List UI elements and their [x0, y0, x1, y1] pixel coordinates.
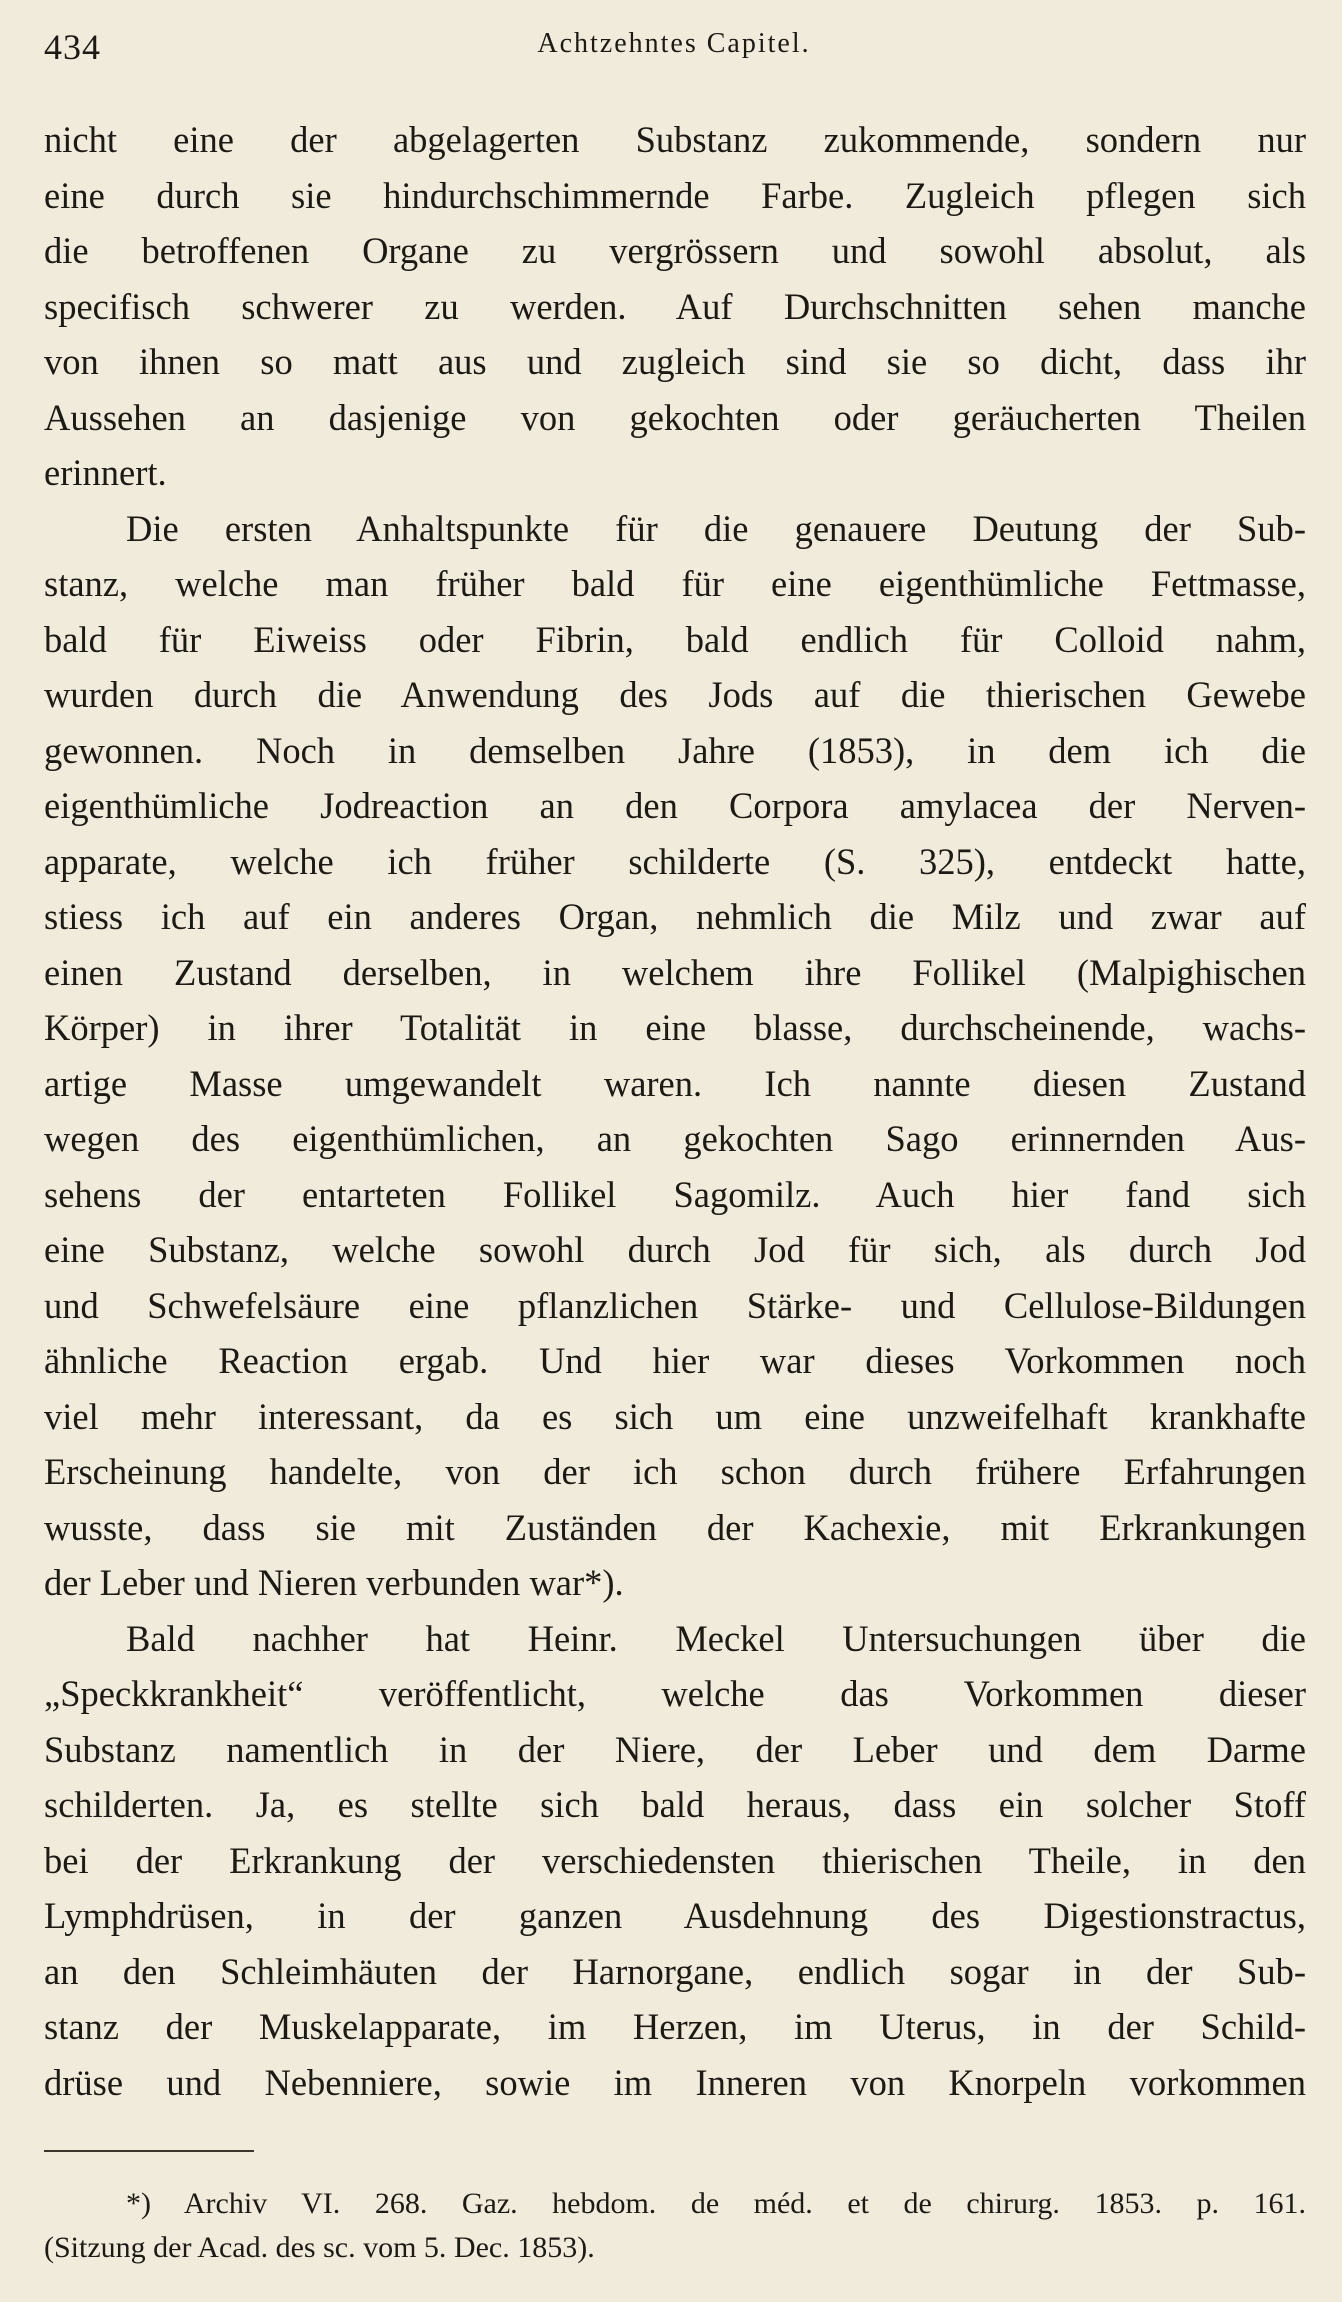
text-line: einen Zustand derselben, in welchem ihre Follikel (Malpighischen: [44, 951, 1306, 993]
text-line: eine durch sie hindurchschimmernde Farbe. Zugleich pflegen sich: [44, 174, 1306, 216]
text-line: schilderten. Ja, es stellte sich bald heraus, dass ein solcher Stoff: [44, 1784, 1306, 1825]
text-line: nicht eine der abgelagerten Substanz zukommende, sondern nur: [44, 119, 1306, 160]
text-line: stanz, welche man früher bald für eine eigenthümliche Fettmasse,: [44, 563, 1306, 604]
text-line: stanz der Muskelapparate, im Herzen, im Uterus, in der Schild-: [44, 2006, 1306, 2047]
text-line: apparate, welche ich früher schilderte (S. 325), entdeckt hatte,: [44, 840, 1306, 882]
text-line: Erscheinung handelte, von der ich schon durch frühere Erfahrungen: [44, 1451, 1306, 1492]
text-line: Aussehen an dasjenige von gekochten oder geräucherten Theilen: [44, 396, 1306, 438]
text-line: drüse und Nebenniere, sowie im Inneren von Knorpeln vorkommen: [44, 2061, 1306, 2103]
text-line: wusste, dass sie mit Zuständen der Kachexie, mit Erkrankungen: [44, 1506, 1306, 1548]
text-line: von ihnen so matt aus und zugleich sind sie so dicht, dass ihr: [44, 341, 1306, 382]
paragraph-start-line: Die ersten Anhaltspunkte für die genauere Deutung der Sub-: [126, 507, 1306, 549]
text-line: Körper) in ihrer Totalität in eine blasse, durchscheinende, wachs-: [44, 1007, 1306, 1048]
text-line: eine Substanz, welche sowohl durch Jod für sich, als durch Jod: [44, 1229, 1306, 1270]
footnote-divider: [44, 2150, 254, 2152]
paragraph-start-line: Bald nachher hat Heinr. Meckel Untersuchungen über die: [126, 1617, 1306, 1659]
footnote-line: *) Archiv VI. 268. Gaz. hebdom. de méd. et de chirurg. 1853. p. 161.: [126, 2187, 1306, 2220]
text-line: Lymphdrüsen, in der ganzen Ausdehnung des Digestionstractus,: [44, 1895, 1306, 1936]
paragraph-end-line: der Leber und Nieren verbunden war*).: [44, 1562, 624, 1603]
text-line: eigenthümliche Jodreaction an den Corpora amylacea der Nerven-: [44, 785, 1306, 826]
footnote: [44, 2182, 1306, 2270]
text-line: die betroffenen Organe zu vergrössern und sowohl absolut, als: [44, 230, 1306, 271]
paragraph-end-line: erinnert.: [44, 452, 167, 493]
text-line: bald für Eiweiss oder Fibrin, bald endlich für Colloid nahm,: [44, 618, 1306, 660]
page-number: 434: [44, 27, 101, 67]
running-head: Achtzehntes Capitel.: [537, 28, 811, 59]
text-line: wegen des eigenthümlichen, an gekochten Sago erinnernden Aus-: [44, 1118, 1306, 1159]
text-line: viel mehr interessant, da es sich um eine unzweifelhaft krankhafte: [44, 1395, 1306, 1437]
text-line: ähnliche Reaction ergab. Und hier war dieses Vorkommen noch: [44, 1340, 1306, 1381]
main-text: [44, 112, 1306, 2110]
text-line: „Speckkrankheit“ veröffentlicht, welche das Vorkommen dieser: [44, 1673, 1306, 1714]
text-line: bei der Erkrankung der verschiedensten thierischen Theile, in den: [44, 1839, 1306, 1881]
text-line: und Schwefelsäure eine pflanzlichen Stärke- und Cellulose-Bildungen: [44, 1284, 1306, 1326]
text-line: artige Masse umgewandelt waren. Ich nannte diesen Zustand: [44, 1062, 1306, 1104]
page-header: [44, 22, 1304, 72]
text-line: stiess ich auf ein anderes Organ, nehmlich die Milz und zwar auf: [44, 896, 1306, 937]
text-line: an den Schleimhäuten der Harnorgane, endlich sogar in der Sub-: [44, 1950, 1306, 1992]
text-line: sehens der entarteten Follikel Sagomilz. Auch hier fand sich: [44, 1173, 1306, 1215]
text-line: wurden durch die Anwendung des Jods auf die thierischen Gewebe: [44, 674, 1306, 715]
text-line: specifisch schwerer zu werden. Auf Durchschnitten sehen manche: [44, 285, 1306, 327]
footnote-line: (Sitzung der Acad. des sc. vom 5. Dec. 1853).: [44, 2231, 595, 2264]
text-line: Substanz namentlich in der Niere, der Leber und dem Darme: [44, 1728, 1306, 1770]
text-line: gewonnen. Noch in demselben Jahre (1853), in dem ich die: [44, 729, 1306, 771]
